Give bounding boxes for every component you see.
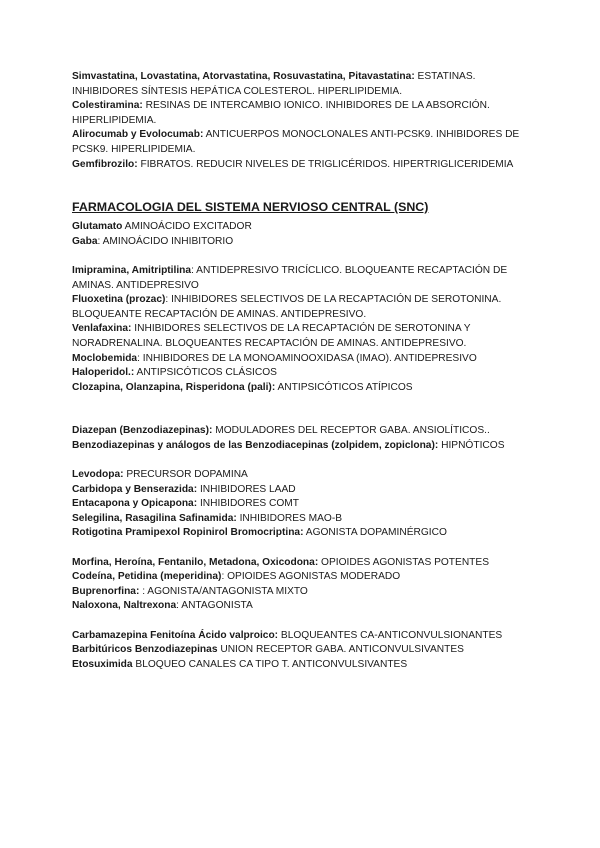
entry-colestiramina [72,99,532,128]
entry-barbituricos [72,643,532,658]
entry-moclobemida [72,352,532,367]
drug-description: INHIBIDORES LAAD [197,483,296,495]
entry-benzodiazepinas-hipnoticos [72,439,532,454]
drug-name: Levodopa: [72,469,124,481]
drug-name: Naloxona, Naltrexona [72,600,177,612]
entry-selegilina [72,512,532,527]
drug-description: RESINAS DE INTERCAMBIO IONICO. INHIBIDORES DE LA ABSORCIÓN. HIPERLIPIDEMIA. [72,100,490,126]
entry-carbidopa [72,483,532,498]
entry-entacapona [72,497,532,512]
drug-description: : ANTAGONISTA [176,600,253,612]
spacer [72,395,532,424]
entry-naloxona [72,599,532,614]
spacer [72,541,532,556]
spacer [72,453,532,468]
drug-name: Haloperidol.: [72,367,135,379]
drug-description: PRECURSOR DOPAMINA [123,469,248,481]
entry-buprenorfina [72,585,532,600]
drug-name: Simvastatina, Lovastatina, Atorvastatina, Rosuvastatina, Pitavastatina: [72,71,415,82]
drug-description: INHIBIDORES COMT [197,498,299,510]
drug-name: Selegilina, Rasagilina Safinamida: [72,512,237,524]
drug-name: Clozapina, Olanzapina, Risperidona (pali): [72,381,276,393]
drug-name: Rotigotina Pramipexol Ropinirol Bromocriptina: [72,527,304,539]
drug-description: ANTIPSICÓTICOS ATÍPICOS [275,381,413,393]
drug-description: ESTATINAS. INHIBIDORES SÍNTESIS HEPÁTICA COLESTEROL. HIPERLIPIDEMIA. [72,71,476,97]
drug-name: Carbidopa y Benserazida: [72,483,198,495]
drug-description: : INHIBIDORES DE LA MONOAMINOOXIDASA (IMAO). ANTIDEPRESIVO [137,352,477,364]
drug-name: Gaba [72,235,98,247]
drug-name: Barbitúricos Benzodiazepinas [72,644,218,656]
entry-haloperidol [72,366,532,381]
drug-name: Morfina, Heroína, Fentanilo, Metadona, Oxicodona: [72,556,319,568]
entry-clozapina [72,381,532,396]
drug-name: Etosuximida [72,658,133,670]
entry-fluoxetina [72,293,532,322]
spacer [72,614,532,629]
entry-imipramina [72,264,532,293]
section-heading: FARMACOLOGIA DEL SISTEMA NERVIOSO CENTRAL (SNC) [72,200,429,215]
drug-name: Carbamazepina Fenitoína Ácido valproico: [72,629,279,641]
drug-description: : AMINOÁCIDO INHIBITORIO [97,235,234,247]
drug-name: Diazepan (Benzodiazepinas): [72,425,213,437]
spacer [72,249,532,264]
drug-name: Glutamato [72,221,123,233]
drug-description: FIBRATOS. REDUCIR NIVELES DE TRIGLICÉRIDOS. HIPERTRIGLICERIDEMIA [137,158,514,170]
drug-name: Venlafaxina: [72,323,132,335]
entry-venlafaxina [72,322,532,351]
drug-description: OPIOIDES AGONISTAS POTENTES [318,556,489,568]
drug-description: BLOQUEO CANALES CA TIPO T. ANTICONVULSIVANTES [132,658,408,670]
entry-rotigotina [72,526,532,541]
drug-name: Buprenorfina: [72,585,140,597]
drug-description: INHIBIDORES MAO-B [236,512,343,524]
drug-name: Fluoxetina (prozac) [72,294,166,306]
drug-description: MODULADORES DEL RECEPTOR GABA. ANSIOLÍTICOS.. [212,425,490,437]
entry-levodopa [72,468,532,483]
drug-name: Codeína, Petidina (meperidina) [72,571,222,583]
drug-description: : INHIBIDORES SELECTIVOS DE LA RECAPTACIÓN DE SEROTONINA. BLOQUEANTE RECAPTACIÓN DE AMINAS. ANTIDEPRESIVO. [72,294,502,320]
entry-carbamazepina [72,629,532,644]
drug-description: UNION RECEPTOR GABA. ANTICONVULSIVANTES [217,644,464,656]
entry-codeina [72,570,532,585]
drug-name: Colestiramina: [72,100,143,112]
drug-description: HIPNÓTICOS [438,439,505,451]
drug-description: ANTIPSICÓTICOS CLÁSICOS [134,367,277,379]
drug-name: Moclobemida [72,352,138,364]
drug-description: : OPIOIDES AGONISTAS MODERADO [221,571,401,583]
drug-description: AGONISTA DOPAMINÉRGICO [303,527,447,539]
entry-etosuximida [72,658,532,673]
drug-description: INHIBIDORES SELECTIVOS DE LA RECAPTACIÓN DE SEROTONINA Y NORADRENALINA. BLOQUEANTES RECAPTACIÓN DE AMINAS. ANTIDEPRESIVO. [72,323,471,349]
drug-name: Alirocumab y Evolocumab: [72,129,204,141]
document-content [72,70,532,672]
drug-description: BLOQUEANTES CA-ANTICONVULSIONANTES [278,629,503,641]
entry-pcsk9 [72,128,532,157]
entry-gaba [72,235,532,250]
drug-name: Imipramina, Amitriptilina [72,264,192,276]
entry-statins [72,70,532,99]
drug-description: ANTICUERPOS MONOCLONALES ANTI-PCSK9. INHIBIDORES DE PCSK9. HIPERLIPIDEMIA. [72,129,520,155]
drug-name: Benzodiazepinas y análogos de las Benzodiacepinas (zolpidem, zopiclona): [72,439,439,451]
drug-description: : AGONISTA/ANTAGONISTA MIXTO [139,585,308,597]
drug-name: Entacapona y Opicapona: [72,498,198,510]
entry-morfina [72,556,532,571]
drug-description: AMINOÁCIDO EXCITADOR [122,221,252,233]
drug-name: Gemfibrozilo: [72,158,138,170]
entry-gemfibrozilo [72,158,532,173]
drug-description: : ANTIDEPRESIVO TRICÍCLICO. BLOQUEANTE RECAPTACIÓN DE AMINAS. ANTIDEPRESIVO [72,264,508,291]
entry-diazepan [72,424,532,439]
entry-glutamato [72,220,532,235]
